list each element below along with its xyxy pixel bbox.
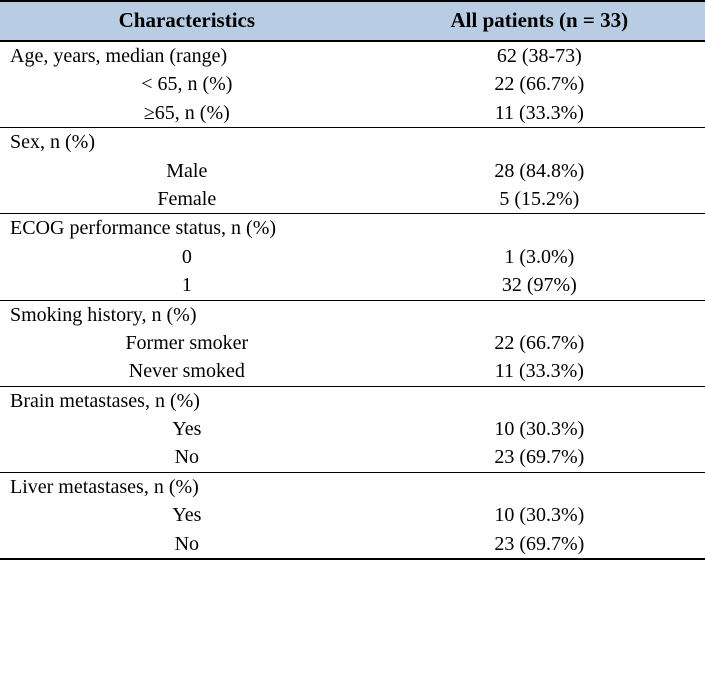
row-value: 23 (69.7%) — [494, 446, 585, 469]
row-value — [374, 214, 705, 243]
row-value: 11 (33.3%) — [494, 101, 584, 124]
row-characteristic: Age, years, median (range) — [10, 45, 228, 67]
table-row — [0, 185, 705, 214]
table-row — [0, 415, 705, 443]
row-characteristic: ≥65, n (%) — [143, 101, 230, 124]
row-characteristic: Yes — [172, 418, 202, 441]
row-characteristic: Sex, n (%) — [0, 128, 374, 157]
table-row — [0, 472, 705, 501]
row-characteristic: 1 — [181, 274, 192, 297]
row-characteristic: Former smoker — [125, 331, 249, 354]
table-row — [0, 386, 705, 415]
row-value: 22 (66.7%) — [494, 331, 585, 354]
row-value: 5 (15.2%) — [499, 187, 580, 210]
row-value: 10 (30.3%) — [494, 504, 585, 527]
table-header — [0, 1, 705, 41]
table-row — [0, 300, 705, 329]
row-characteristic: 0 — [181, 245, 192, 268]
table-row — [0, 271, 705, 300]
row-value: 11 (33.3%) — [494, 360, 584, 383]
row-value — [374, 128, 705, 157]
row-value: 28 (84.8%) — [494, 159, 585, 182]
row-value: 1 (3.0%) — [504, 245, 575, 268]
column-header-all-patients: All patients (n = 33) — [374, 1, 705, 41]
row-characteristic: Yes — [172, 504, 202, 527]
row-value: 62 (38-73) — [496, 45, 582, 67]
table-header-row — [0, 1, 705, 41]
row-characteristic: < 65, n (%) — [141, 73, 233, 96]
table-row — [0, 214, 705, 243]
table-row — [0, 357, 705, 386]
table-row — [0, 530, 705, 559]
row-value — [374, 300, 705, 329]
row-characteristic: No — [174, 446, 200, 469]
table-row — [0, 128, 705, 157]
row-characteristic: Male — [166, 159, 208, 182]
row-characteristic: ECOG performance status, n (%) — [0, 214, 374, 243]
table-row — [0, 501, 705, 529]
row-value: 32 (97%) — [501, 274, 577, 297]
row-characteristic: Female — [157, 187, 217, 210]
row-characteristic: Liver metastases, n (%) — [0, 472, 374, 501]
table-row — [0, 243, 705, 271]
row-characteristic: Smoking history, n (%) — [0, 300, 374, 329]
row-characteristic: No — [0, 530, 374, 559]
table-row — [0, 99, 705, 128]
row-value: 10 (30.3%) — [494, 418, 585, 441]
row-value: 23 (69.7%) — [374, 530, 705, 559]
table-row — [0, 70, 705, 98]
row-characteristic: Brain metastases, n (%) — [0, 386, 374, 415]
row-value — [374, 386, 705, 415]
table-row — [0, 443, 705, 472]
table-row — [0, 329, 705, 357]
table-body — [0, 41, 705, 559]
table-row — [0, 157, 705, 185]
table-row — [0, 41, 705, 70]
row-characteristic: Never smoked — [128, 360, 245, 383]
row-value — [374, 472, 705, 501]
column-header-characteristics: Characteristics — [0, 1, 374, 41]
row-value: 22 (66.7%) — [494, 73, 585, 96]
